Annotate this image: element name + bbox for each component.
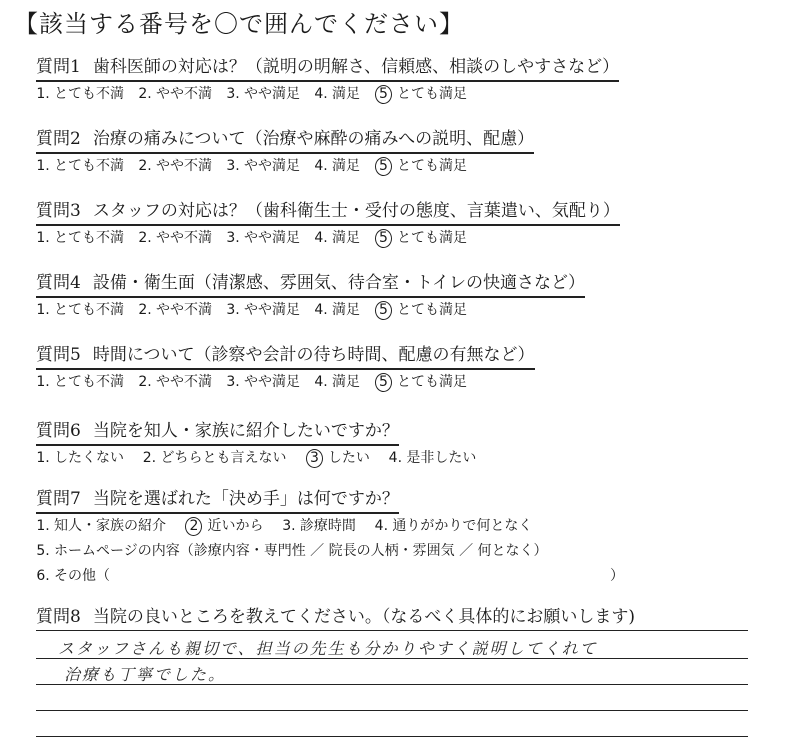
question-7-options-row3 (36, 566, 624, 586)
page-title: 【該当する番号を〇で囲んでください】 (14, 10, 464, 38)
question-2-number: 質問2 (36, 129, 81, 149)
question-3-text: スタッフの対応は？（歯科衛生士・受付の態度、言葉遣い、気配り） (92, 201, 620, 221)
question-6-options (36, 448, 490, 468)
question-1-options (36, 84, 619, 104)
q1-option-3[interactable]: 3. やや満足 (226, 86, 300, 102)
q3-option-1[interactable]: 1. とても不満 (36, 230, 124, 246)
question-6 (36, 420, 490, 468)
question-1-text: 歯科医師の対応は？（説明の明解さ、信頼感、相談のしやすさなど） (92, 57, 620, 77)
question-8-heading (36, 606, 635, 630)
question-4-options (36, 300, 585, 320)
answer-rule (36, 710, 748, 711)
question-2-options (36, 156, 534, 176)
question-4-text: 設備・衛生面（清潔感、雰囲気、待合室・トイレの快適さなど） (92, 273, 585, 293)
question-4 (36, 272, 585, 320)
q1-option-4[interactable]: 4. 満足 (314, 86, 360, 102)
answer-line-1: スタッフさんも親切で、担当の先生も分かりやすく説明してくれて (58, 639, 598, 658)
q3-option-2[interactable]: 2. やや不満 (138, 230, 212, 246)
q7-option-6[interactable]: 6. その他（ (36, 568, 110, 584)
question-8-number: 質問8 (36, 607, 81, 627)
q2-option-5-selected[interactable]: 5 とても満足 (374, 156, 467, 176)
q7-option-6-close: ） (610, 568, 624, 584)
q5-option-3[interactable]: 3. やや満足 (226, 374, 300, 390)
q7-option-4[interactable]: 4. 通りがかりで何となく (374, 518, 533, 534)
answer-rule (36, 684, 748, 685)
q2-option-1[interactable]: 1. とても不満 (36, 158, 124, 174)
question-5-heading (36, 344, 535, 370)
q2-option-4[interactable]: 4. 満足 (314, 158, 360, 174)
q6-option-3-selected[interactable]: 3 したい (305, 448, 370, 468)
question-7-options-row1 (36, 516, 562, 536)
question-2-heading (36, 128, 534, 154)
q4-option-2[interactable]: 2. やや不満 (138, 302, 212, 318)
question-6-heading (36, 420, 399, 446)
answer-line-2: 治療も丁寧でした。 (64, 665, 227, 684)
q2-option-2[interactable]: 2. やや不満 (138, 158, 212, 174)
q5-option-1[interactable]: 1. とても不満 (36, 374, 124, 390)
question-8 (36, 606, 635, 630)
question-4-heading (36, 272, 585, 298)
q4-option-4[interactable]: 4. 満足 (314, 302, 360, 318)
q1-option-2[interactable]: 2. やや不満 (138, 86, 212, 102)
question-3-options (36, 228, 620, 248)
answer-rule (36, 630, 748, 631)
question-5 (36, 344, 535, 392)
question-3 (36, 200, 620, 248)
answer-rule (36, 658, 748, 659)
q6-option-1[interactable]: 1. したくない (36, 450, 124, 466)
question-2-text: 治療の痛みについて（治療や麻酔の痛みへの説明、配慮） (92, 129, 535, 149)
question-1-heading (36, 56, 619, 82)
question-5-options (36, 372, 535, 392)
q4-option-5-selected[interactable]: 5 とても満足 (374, 300, 467, 320)
q5-option-5-selected[interactable]: 5 とても満足 (374, 372, 467, 392)
question-5-number: 質問5 (36, 345, 81, 365)
q1-option-1[interactable]: 1. とても不満 (36, 86, 124, 102)
q3-option-4[interactable]: 4. 満足 (314, 230, 360, 246)
q3-option-3[interactable]: 3. やや満足 (226, 230, 300, 246)
q6-option-2[interactable]: 2. どちらとも言えない (142, 450, 287, 466)
question-7-number: 質問7 (36, 489, 81, 509)
question-7-heading (36, 488, 399, 514)
question-7-options-row2 (36, 541, 562, 561)
question-2 (36, 128, 534, 176)
question-8-text: 当院の良いところを教えてください。（なるべく具体的にお願いします) (92, 607, 635, 627)
answer-rule (36, 736, 748, 737)
question-7 (36, 488, 624, 586)
q5-option-4[interactable]: 4. 満足 (314, 374, 360, 390)
question-6-text: 当院を知人・家族に紹介したいですか？ (92, 421, 399, 441)
q7-option-5[interactable]: 5. ホームページの内容（診療内容・専門性 ／ 院長の人柄・雰囲気 ／ 何となく） (36, 543, 548, 559)
q1-option-5-selected[interactable]: 5 とても満足 (374, 84, 467, 104)
q7-option-3[interactable]: 3. 診療時間 (282, 518, 356, 534)
q5-option-2[interactable]: 2. やや不満 (138, 374, 212, 390)
q3-option-5-selected[interactable]: 5 とても満足 (374, 228, 467, 248)
q7-option-1[interactable]: 1. 知人・家族の紹介 (36, 518, 166, 534)
q4-option-1[interactable]: 1. とても不満 (36, 302, 124, 318)
question-1 (36, 56, 619, 104)
q6-option-4[interactable]: 4. 是非したい (388, 450, 477, 466)
q2-option-3[interactable]: 3. やや満足 (226, 158, 300, 174)
question-6-number: 質問6 (36, 421, 81, 441)
question-4-number: 質問4 (36, 273, 81, 293)
q7-option-2-selected[interactable]: 2 近いから (184, 516, 263, 536)
question-5-text: 時間について（診察や会計の待ち時間、配慮の有無など） (92, 345, 535, 365)
question-1-number: 質問1 (36, 57, 81, 77)
question-3-number: 質問3 (36, 201, 81, 221)
q4-option-3[interactable]: 3. やや満足 (226, 302, 300, 318)
question-7-text: 当院を選ばれた「決め手」は何ですか？ (92, 489, 399, 509)
question-3-heading (36, 200, 620, 226)
